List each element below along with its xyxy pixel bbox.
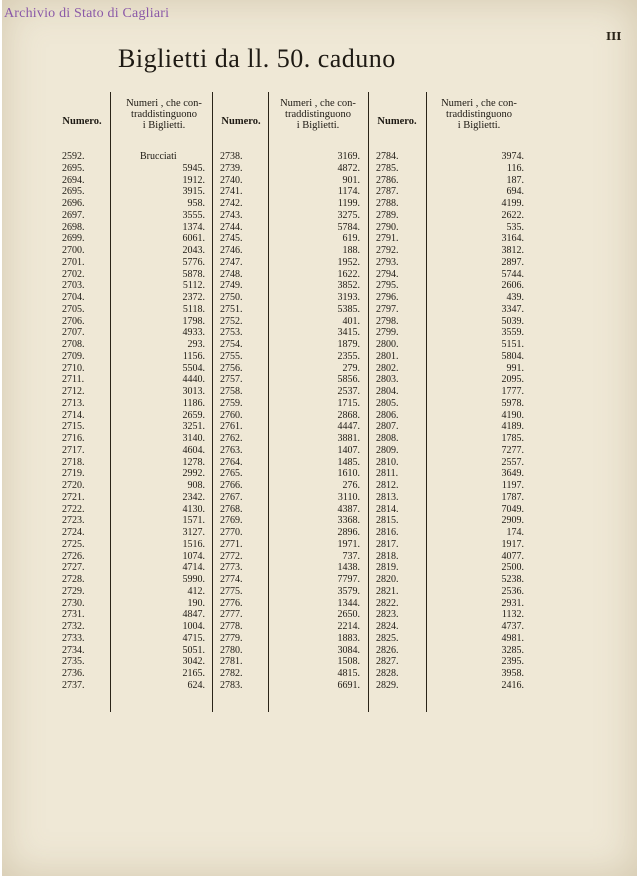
column-rule	[268, 92, 269, 712]
row-numeri: 4715.	[182, 632, 205, 644]
row-numeri: 1715.	[337, 397, 360, 409]
row-numero: 2738.	[220, 151, 243, 162]
row-numeri: 1785.	[501, 433, 524, 444]
row-numeri: 4981.	[501, 632, 524, 644]
row-numero: 2793.	[376, 256, 399, 268]
row-numeri: 2992.	[182, 468, 205, 480]
row-numeri: 1787.	[501, 491, 524, 503]
row-numeri: 5784.	[337, 221, 360, 233]
row-numero: 2757.	[220, 374, 243, 386]
row-numeri: 3169.	[337, 151, 360, 162]
row-numero: 2759.	[220, 397, 243, 409]
row-numeri: 4189.	[501, 421, 524, 433]
row-numeri: 2372.	[182, 292, 205, 303]
row-numero: 2815.	[376, 515, 399, 527]
row-numero: 2794.	[376, 268, 399, 280]
row-numero: 2799.	[376, 327, 399, 339]
numeri-header-line: Numeri , che con-	[126, 98, 202, 109]
numeri-header-line: i Biglietti.	[457, 120, 501, 131]
row-numeri: 1199.	[337, 198, 360, 209]
row-numero: 2721.	[62, 491, 85, 503]
row-numero: 2788.	[376, 198, 399, 209]
row-numero: 2720.	[62, 480, 85, 491]
numeri-header-line: traddistinguono	[285, 109, 351, 120]
row-numero: 2740.	[220, 174, 243, 186]
row-numero: 2749.	[220, 280, 243, 292]
row-numero: 2722.	[62, 503, 85, 515]
row-numeri: 1571.	[182, 515, 205, 527]
row-numero: 2742.	[220, 198, 243, 209]
row-numero: 2696.	[62, 198, 85, 209]
row-numeri: 1374.	[182, 221, 205, 233]
row-numeri: 2536.	[501, 585, 524, 597]
row-numeri: 3915.	[182, 186, 205, 198]
row-numeri: 4847.	[182, 609, 205, 621]
row-numeri: 5990.	[182, 574, 205, 585]
row-numero: 2827.	[376, 656, 399, 668]
row-numeri: 187.	[506, 174, 524, 186]
row-numeri: 5878.	[182, 268, 205, 280]
row-numero: 2715.	[62, 421, 85, 433]
row-numeri: 4714.	[182, 562, 205, 574]
row-numero: 2765.	[220, 468, 243, 480]
row-numero: 2703.	[62, 280, 85, 292]
row-numeri: 4130.	[182, 503, 205, 515]
row-numeri: 293.	[187, 339, 205, 350]
row-numeri: 4440.	[182, 374, 205, 386]
row-numeri: 1912.	[182, 174, 205, 186]
row-numero: 2710.	[62, 362, 85, 374]
row-numero: 2819.	[376, 562, 399, 574]
row-numeri: 2896.	[337, 527, 360, 538]
row-numero: 2785.	[376, 162, 399, 174]
row-numero: 2824.	[376, 621, 399, 632]
row-numero: 2754.	[220, 339, 243, 350]
row-numero: 2775.	[220, 585, 243, 597]
row-numeri: 1516.	[182, 538, 205, 550]
row-numero: 2804.	[376, 386, 399, 397]
row-numeri: 3579.	[337, 585, 360, 597]
row-numero: 2701.	[62, 256, 85, 268]
numeri-header-line: Numeri , che con-	[441, 98, 517, 109]
row-numero: 2811.	[376, 468, 399, 480]
row-numeri: 991.	[506, 362, 524, 374]
row-numeri: 401.	[342, 315, 360, 327]
row-numeri: 2095.	[501, 374, 524, 386]
row-numeri: 5238.	[501, 574, 524, 585]
row-numero: 2796.	[376, 292, 399, 303]
row-numeri: 1156.	[182, 350, 205, 362]
row-numero: 2792.	[376, 245, 399, 256]
row-numero: 2826.	[376, 644, 399, 656]
row-numero: 2739.	[220, 162, 243, 174]
row-numero: 2748.	[220, 268, 243, 280]
row-numero: 2776.	[220, 597, 243, 609]
row-numeri: 1971.	[337, 538, 360, 550]
row-numeri: 2043.	[182, 245, 205, 256]
row-numeri: 4387.	[337, 503, 360, 515]
row-numeri: 901.	[342, 174, 360, 186]
row-numeri: 2659.	[182, 409, 205, 421]
row-numeri: 3275.	[337, 209, 360, 221]
numeri-header-line: traddistinguono	[131, 109, 197, 120]
row-numero: 2783.	[220, 679, 243, 691]
row-numero: 2807.	[376, 421, 399, 433]
row-numero: 2769.	[220, 515, 243, 527]
row-numeri: 5945.	[182, 162, 205, 174]
row-numeri: 3555.	[182, 209, 205, 221]
row-numeri: 2931.	[501, 597, 524, 609]
row-numeri: 2650.	[337, 609, 360, 621]
row-numero: 2780.	[220, 644, 243, 656]
row-numero: 2702.	[62, 268, 85, 280]
row-numero: 2814.	[376, 503, 399, 515]
row-numero: 2695.	[62, 162, 85, 174]
row-numero: 2797.	[376, 303, 399, 315]
row-numeri: 3042.	[182, 656, 205, 668]
row-numero: 2763.	[220, 444, 243, 456]
row-numero: 2743.	[220, 209, 243, 221]
row-numero: 2734.	[62, 644, 85, 656]
row-numero: 2713.	[62, 397, 85, 409]
row-numero: 2767.	[220, 491, 243, 503]
row-numeri: 4872.	[337, 162, 360, 174]
row-numeri: 5776.	[182, 256, 205, 268]
row-numero: 2736.	[62, 668, 85, 679]
row-numero: 2709.	[62, 350, 85, 362]
row-numeri: 1174.	[337, 186, 360, 198]
row-numero: 2735.	[62, 656, 85, 668]
row-numeri: 958.	[187, 198, 205, 209]
row-numeri: 4190.	[501, 409, 524, 421]
row-numero: 2727.	[62, 562, 85, 574]
page-title: Biglietti da ll. 50. caduno	[118, 44, 396, 73]
row-numeri: 5051.	[182, 644, 205, 656]
row-numero: 2716.	[62, 433, 85, 444]
row-numeri: 3368.	[337, 515, 360, 527]
row-numero: 2787.	[376, 186, 399, 198]
numeri-header-line: Numeri , che con-	[280, 98, 356, 109]
row-numeri: 1777.	[501, 386, 524, 397]
row-numeri: 4604.	[182, 444, 205, 456]
row-numero: 2711.	[62, 374, 85, 386]
row-numero: 2700.	[62, 245, 85, 256]
row-numeri: 1622.	[337, 268, 360, 280]
row-numeri: 3164.	[501, 233, 524, 245]
row-numeri: 3084.	[337, 644, 360, 656]
row-numeri: 1186.	[182, 397, 205, 409]
row-numero: 2818.	[376, 550, 399, 562]
row-numero: 2791.	[376, 233, 399, 245]
show-through-text	[0, 0, 1, 1]
row-numeri: 1798.	[182, 315, 205, 327]
row-numeri: 2214.	[337, 621, 360, 632]
row-numero: 2712.	[62, 386, 85, 397]
row-numeri: 276.	[342, 480, 360, 491]
row-numero: 2768.	[220, 503, 243, 515]
row-numeri: 1074.	[182, 550, 205, 562]
row-numero: 2773.	[220, 562, 243, 574]
archive-watermark: Archivio di Stato di Cagliari	[4, 6, 170, 21]
row-numero: 2801.	[376, 350, 399, 362]
row-numero: 2731.	[62, 609, 85, 621]
numero-header: Numero.	[62, 116, 102, 127]
row-numeri: 1438.	[337, 562, 360, 574]
row-numero: 2752.	[220, 315, 243, 327]
row-numero: 2708.	[62, 339, 85, 350]
row-numero: 2766.	[220, 480, 243, 491]
row-numeri: 737.	[342, 550, 360, 562]
row-numeri: 3559.	[501, 327, 524, 339]
row-numero: 2714.	[62, 409, 85, 421]
column-rule	[426, 92, 427, 712]
column-rule	[368, 92, 369, 712]
row-numeri: 2557.	[501, 456, 524, 468]
row-numero: 2764.	[220, 456, 243, 468]
numeri-header-line: i Biglietti.	[296, 120, 340, 131]
row-numeri: 5856.	[337, 374, 360, 386]
row-numero: 2802.	[376, 362, 399, 374]
row-numeri: 5385.	[337, 303, 360, 315]
row-numero: 2753.	[220, 327, 243, 339]
row-numeri: 279.	[342, 362, 360, 374]
row-numero: 2750.	[220, 292, 243, 303]
row-numero: 2772.	[220, 550, 243, 562]
row-numeri: 2500.	[501, 562, 524, 574]
row-numero: 2784.	[376, 151, 399, 162]
row-numero: 2725.	[62, 538, 85, 550]
row-numeri: 188.	[342, 245, 360, 256]
row-numero: 2592.	[62, 151, 85, 162]
row-numeri: 4815.	[337, 668, 360, 679]
row-numero: 2820.	[376, 574, 399, 585]
row-numeri: 174.	[506, 527, 524, 538]
row-numeri: 624.	[187, 679, 205, 691]
row-numero: 2798.	[376, 315, 399, 327]
row-numero: 2697.	[62, 209, 85, 221]
row-numeri: 7277.	[501, 444, 524, 456]
row-numero: 2800.	[376, 339, 399, 350]
row-numero: 2778.	[220, 621, 243, 632]
row-numero: 2737.	[62, 679, 85, 691]
row-numeri: 2897.	[501, 256, 524, 268]
row-numeri: 4933.	[182, 327, 205, 339]
row-numeri: 3415.	[337, 327, 360, 339]
row-numero: 2790.	[376, 221, 399, 233]
row-numero: 2782.	[220, 668, 243, 679]
row-numeri: 3881.	[337, 433, 360, 444]
row-numero: 2695.	[62, 186, 85, 198]
row-numeri: 4447.	[337, 421, 360, 433]
row-numeri: 1278.	[182, 456, 205, 468]
row-numeri: 5504.	[182, 362, 205, 374]
row-numero: 2728.	[62, 574, 85, 585]
row-numero: 2816.	[376, 527, 399, 538]
row-numero: 2777.	[220, 609, 243, 621]
row-numero: 2761.	[220, 421, 243, 433]
row-numeri: 4077.	[501, 550, 524, 562]
row-numeri: 2355.	[337, 350, 360, 362]
row-numero: 2723.	[62, 515, 85, 527]
row-numero: 2806.	[376, 409, 399, 421]
row-numero: 2821.	[376, 585, 399, 597]
row-numeri: 116.	[506, 162, 524, 174]
row-numero: 2719.	[62, 468, 85, 480]
row-numero: 2755.	[220, 350, 243, 362]
row-numeri: 3974.	[501, 151, 524, 162]
row-numero: 2732.	[62, 621, 85, 632]
row-numero: 2717.	[62, 444, 85, 456]
row-numeri: 2622.	[501, 209, 524, 221]
row-numeri: 3193.	[337, 292, 360, 303]
row-numeri: 3140.	[182, 433, 205, 444]
row-numeri: 2606.	[501, 280, 524, 292]
row-numeri: 4199.	[501, 198, 524, 209]
row-numero: 2809.	[376, 444, 399, 456]
row-numero: 2829.	[376, 679, 399, 691]
row-numeri: 3812.	[501, 245, 524, 256]
row-numeri: 3110.	[337, 491, 360, 503]
row-numeri: 2909.	[501, 515, 524, 527]
row-numero: 2744.	[220, 221, 243, 233]
row-numero: 2795.	[376, 280, 399, 292]
row-numero: 2751.	[220, 303, 243, 315]
row-numero: 2707.	[62, 327, 85, 339]
row-numeri: 5804.	[501, 350, 524, 362]
row-numero: 2803.	[376, 374, 399, 386]
row-numero: 2699.	[62, 233, 85, 245]
row-numeri: 908.	[187, 480, 205, 491]
row-numeri: 2165.	[182, 668, 205, 679]
row-numero: 2771.	[220, 538, 243, 550]
row-numeri: 6691.	[337, 679, 360, 691]
row-numeri: 1197.	[501, 480, 524, 491]
row-numero: 2718.	[62, 456, 85, 468]
row-numero: 2756.	[220, 362, 243, 374]
row-numero: 2760.	[220, 409, 243, 421]
row-numero: 2704.	[62, 292, 85, 303]
row-numeri: 2868.	[337, 409, 360, 421]
column-rule	[110, 92, 111, 712]
row-numeri: 3285.	[501, 644, 524, 656]
row-numero: 2825.	[376, 632, 399, 644]
row-numero: 2812.	[376, 480, 399, 491]
row-numero: 2805.	[376, 397, 399, 409]
row-numero: 2817.	[376, 538, 399, 550]
row-numero: 2733.	[62, 632, 85, 644]
row-numeri: 1132.	[501, 609, 524, 621]
row-numeri: 2395.	[501, 656, 524, 668]
row-numeri: Brucciati	[140, 151, 177, 162]
row-numeri: 3852.	[337, 280, 360, 292]
row-numero: 2706.	[62, 315, 85, 327]
row-numeri: 2537.	[337, 386, 360, 397]
row-numeri: 3127.	[182, 527, 205, 538]
row-numeri: 2416.	[501, 679, 524, 691]
row-numeri: 1344.	[337, 597, 360, 609]
row-numero: 2823.	[376, 609, 399, 621]
row-numero: 2808.	[376, 433, 399, 444]
row-numeri: 1508.	[337, 656, 360, 668]
row-numero: 2730.	[62, 597, 85, 609]
row-numeri: 1952.	[337, 256, 360, 268]
row-numeri: 4737.	[501, 621, 524, 632]
row-numero: 2741.	[220, 186, 243, 198]
row-numero: 2705.	[62, 303, 85, 315]
row-numeri: 5112.	[182, 280, 205, 292]
row-numero: 2781.	[220, 656, 243, 668]
row-numero: 2698.	[62, 221, 85, 233]
row-numero: 2694.	[62, 174, 85, 186]
row-numeri: 7797.	[337, 574, 360, 585]
row-numeri: 1610.	[337, 468, 360, 480]
row-numeri: 3347.	[501, 303, 524, 315]
row-numero: 2758.	[220, 386, 243, 397]
row-numeri: 1004.	[182, 621, 205, 632]
row-numero: 2762.	[220, 433, 243, 444]
row-numero: 2813.	[376, 491, 399, 503]
row-numeri: 535.	[506, 221, 524, 233]
row-numeri: 5118.	[182, 303, 205, 315]
numero-header: Numero.	[377, 116, 417, 127]
row-numeri: 3649.	[501, 468, 524, 480]
row-numero: 2774.	[220, 574, 243, 585]
row-numero: 2724.	[62, 527, 85, 538]
numeri-header-line: i Biglietti.	[142, 120, 186, 131]
row-numero: 2746.	[220, 245, 243, 256]
row-numeri: 2342.	[182, 491, 205, 503]
row-numero: 2828.	[376, 668, 399, 679]
row-numeri: 439.	[506, 292, 524, 303]
row-numero: 2770.	[220, 527, 243, 538]
row-numero: 2726.	[62, 550, 85, 562]
row-numeri: 6061.	[182, 233, 205, 245]
row-numero: 2747.	[220, 256, 243, 268]
row-numeri: 5978.	[501, 397, 524, 409]
row-numero: 2729.	[62, 585, 85, 597]
row-numeri: 7049.	[501, 503, 524, 515]
row-numero: 2779.	[220, 632, 243, 644]
page-number: III	[606, 30, 622, 43]
row-numero: 2810.	[376, 456, 399, 468]
row-numeri: 1407.	[337, 444, 360, 456]
column-rule	[212, 92, 213, 712]
row-numero: 2786.	[376, 174, 399, 186]
row-numeri: 5151.	[501, 339, 524, 350]
row-numero: 2822.	[376, 597, 399, 609]
row-numeri: 412.	[187, 585, 205, 597]
row-numeri: 5744.	[501, 268, 524, 280]
row-numeri: 1879.	[337, 339, 360, 350]
row-numeri: 3013.	[182, 386, 205, 397]
numeri-header-line: traddistinguono	[446, 109, 512, 120]
row-numeri: 3958.	[501, 668, 524, 679]
row-numeri: 694.	[506, 186, 524, 198]
row-numero: 2789.	[376, 209, 399, 221]
row-numeri: 190.	[187, 597, 205, 609]
row-numeri: 1883.	[337, 632, 360, 644]
numero-header: Numero.	[221, 116, 261, 127]
row-numeri: 1917.	[501, 538, 524, 550]
row-numeri: 3251.	[182, 421, 205, 433]
row-numeri: 5039.	[501, 315, 524, 327]
row-numeri: 619.	[342, 233, 360, 245]
row-numeri: 1485.	[337, 456, 360, 468]
row-numero: 2745.	[220, 233, 243, 245]
